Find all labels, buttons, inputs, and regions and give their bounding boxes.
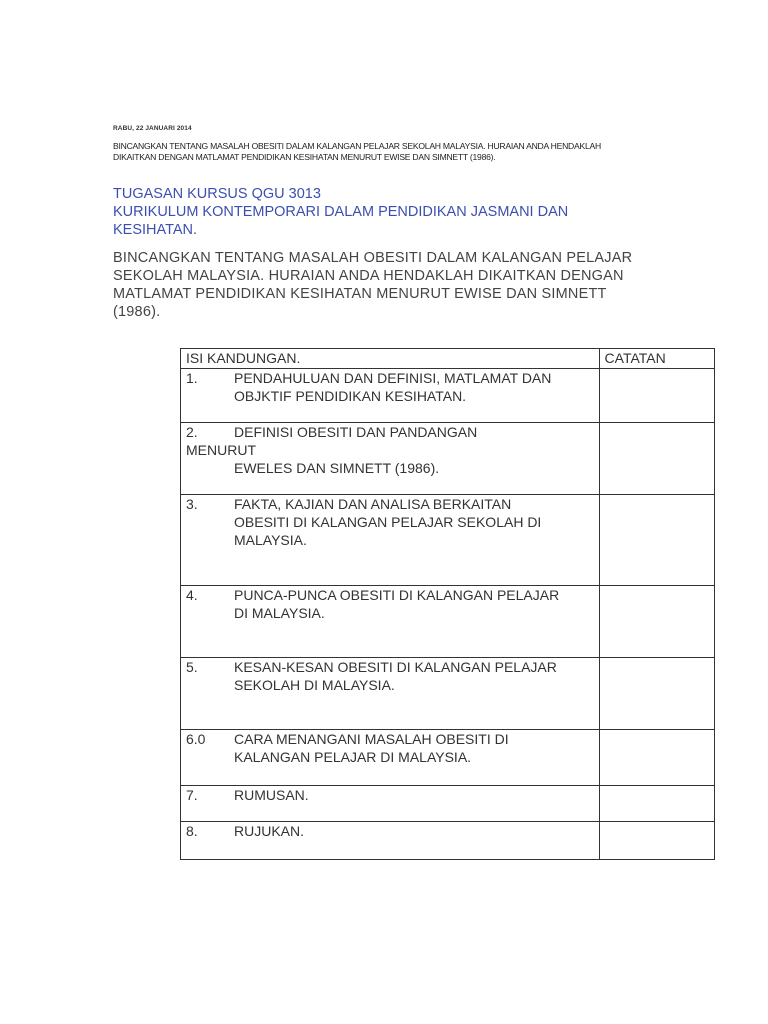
header-isi-kandungan: ISI KANDUNGAN. xyxy=(181,349,600,369)
table-row xyxy=(181,586,715,658)
question-line: (1986). xyxy=(113,304,161,320)
question-summary xyxy=(113,141,673,163)
row-title: PENDAHULUAN DAN DEFINISI, MATLAMAT DAN xyxy=(234,370,552,386)
table-row xyxy=(181,495,715,586)
table-row xyxy=(181,658,715,730)
row-title: KESAN-KESAN OBESITI DI KALANGAN PELAJAR xyxy=(234,659,557,675)
row-title: PUNCA-PUNCA OBESITI DI KALANGAN PELAJAR xyxy=(234,587,560,603)
assignment-heading xyxy=(113,185,568,239)
row-catatan xyxy=(599,423,714,495)
heading-line: KESIHATAN. xyxy=(113,222,198,238)
table-header-row xyxy=(181,349,715,369)
row-number: 4. xyxy=(186,587,198,603)
row-title: RUMUSAN. xyxy=(234,787,309,803)
row-wrap: MENURUT xyxy=(186,442,256,458)
row-catatan xyxy=(599,822,714,860)
row-content xyxy=(181,786,600,822)
contents-table xyxy=(180,348,715,860)
table-row xyxy=(181,423,715,495)
question-line: BINCANGKAN TENTANG MASALAH OBESITI DALAM KALANGAN PELAJAR xyxy=(113,250,633,266)
row-title: DEFINISI OBESITI DAN PANDANGAN xyxy=(234,424,478,440)
header-catatan: CATATAN xyxy=(599,349,714,369)
assignment-question xyxy=(113,249,632,321)
row-number: 3. xyxy=(186,496,198,512)
question-line: SEKOLAH MALAYSIA. HURAIAN ANDA HENDAKLAH DIKAITKAN DENGAN xyxy=(113,268,624,284)
row-catatan xyxy=(599,586,714,658)
question-summary-line: BINCANGKAN TENTANG MASALAH OBESITI DALAM KALANGAN PELAJAR SEKOLAH MALAYSIA. HURAIAN ANDA HENDAKLAH xyxy=(113,141,601,151)
heading-line: KURIKULUM KONTEMPORARI DALAM PENDIDIKAN JASMANI DAN xyxy=(113,204,569,220)
row-continuation: OBJKTIF PENDIDIKAN KESIHATAN. xyxy=(234,388,467,404)
row-number: 6.0 xyxy=(186,731,206,747)
row-title: CARA MENANGANI MASALAH OBESITI DI xyxy=(234,731,509,747)
row-number: 8. xyxy=(186,823,198,839)
row-continuation: DI MALAYSIA. xyxy=(234,605,325,621)
row-content xyxy=(181,658,600,730)
row-continuation: MALAYSIA. xyxy=(234,532,307,548)
row-number: 2. xyxy=(186,424,198,440)
row-number: 7. xyxy=(186,787,198,803)
table-row xyxy=(181,822,715,860)
row-catatan xyxy=(599,786,714,822)
heading-line: TUGASAN KURSUS QGU 3013 xyxy=(113,186,321,202)
row-catatan xyxy=(599,658,714,730)
row-catatan xyxy=(599,495,714,586)
table-row xyxy=(181,730,715,786)
row-continuation: OBESITI DI KALANGAN PELAJAR SEKOLAH DI xyxy=(234,514,542,530)
table-row xyxy=(181,369,715,423)
row-content xyxy=(181,423,600,495)
row-title: RUJUKAN. xyxy=(234,823,305,839)
row-number: 1. xyxy=(186,370,198,386)
post-date: RABU, 22 JANUARI 2014 xyxy=(113,125,192,132)
row-content xyxy=(181,586,600,658)
table-row xyxy=(181,786,715,822)
question-summary-line: DIKAITKAN DENGAN MATLAMAT PENDIDIKAN KESIHATAN MENURUT EWISE DAN SIMNETT (1986). xyxy=(113,152,496,162)
row-content xyxy=(181,369,600,423)
row-catatan xyxy=(599,730,714,786)
row-continuation: EWELES DAN SIMNETT (1986). xyxy=(234,460,440,476)
row-title: FAKTA, KAJIAN DAN ANALISA BERKAITAN xyxy=(234,496,512,512)
row-number: 5. xyxy=(186,659,198,675)
row-content xyxy=(181,495,600,586)
row-content xyxy=(181,730,600,786)
row-catatan xyxy=(599,369,714,423)
question-line: MATLAMAT PENDIDIKAN KESIHATAN MENURUT EWISE DAN SIMNETT xyxy=(113,286,607,302)
row-continuation: KALANGAN PELAJAR DI MALAYSIA. xyxy=(234,749,472,765)
row-continuation: SEKOLAH DI MALAYSIA. xyxy=(234,677,395,693)
row-content xyxy=(181,822,600,860)
